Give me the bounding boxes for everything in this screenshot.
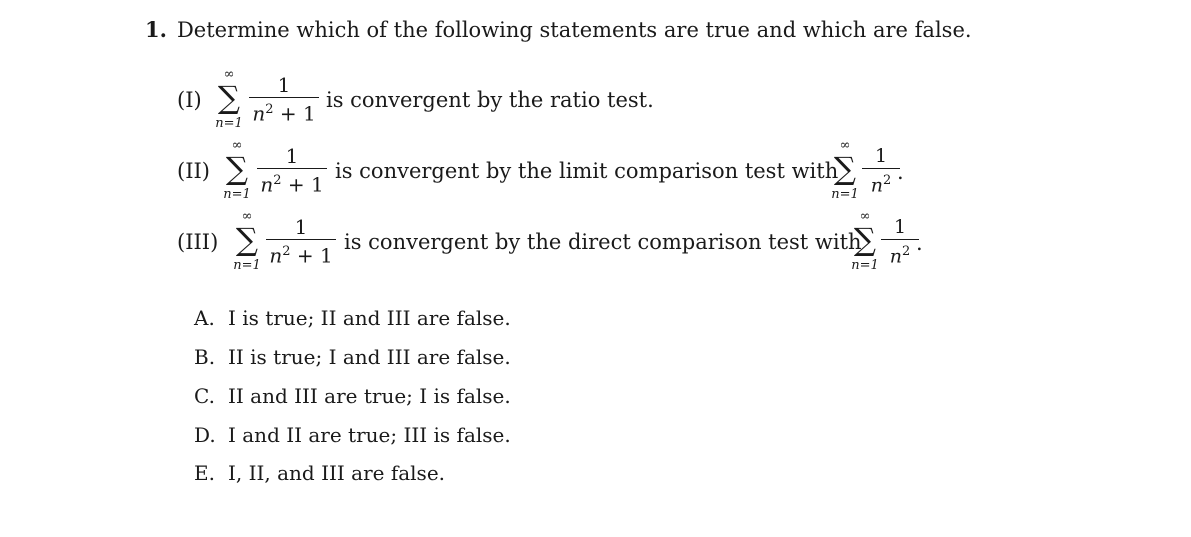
- fraction-denominator: $n^2 + 1$: [260, 172, 324, 197]
- fraction-denominator: $n^2$: [870, 173, 892, 197]
- choice-text: I and II are true; III is false.: [228, 423, 511, 447]
- question-text: Determine which of the following statements are true and which are false.: [176, 18, 972, 42]
- fraction-numerator: 1: [285, 144, 299, 168]
- fraction-numerator: 1: [874, 145, 888, 167]
- choice-b[interactable]: [194, 345, 511, 369]
- choice-d[interactable]: [194, 423, 511, 447]
- choice-letter: C.: [194, 384, 215, 408]
- choice-letter: A.: [194, 306, 215, 330]
- period-2: .: [897, 160, 904, 184]
- fraction-denominator: $n^2 + 1$: [252, 101, 316, 126]
- sum-lower-limit: n=1: [233, 258, 261, 273]
- statement-text-2: is convergent by the limit comparison test with: [335, 159, 839, 183]
- summation-3: [222, 210, 272, 282]
- fraction-3: [266, 215, 336, 268]
- choice-letter: B.: [194, 345, 216, 369]
- choice-letter: E.: [194, 461, 215, 485]
- summation-2: [212, 139, 262, 211]
- choice-c[interactable]: [194, 384, 511, 408]
- fraction-1: [249, 73, 319, 126]
- sigma-symbol: ∑: [217, 80, 241, 116]
- statement-label-2: (II): [177, 159, 210, 183]
- period-3: .: [916, 231, 923, 255]
- question-number: 1.: [145, 17, 167, 42]
- sum-upper-limit: ∞: [241, 209, 253, 224]
- sum-lower-limit: n=1: [223, 187, 251, 202]
- choice-text: I, II, and III are false.: [228, 461, 446, 485]
- fraction-denominator: $n^2 + 1$: [269, 243, 333, 268]
- sum-upper-limit: ∞: [859, 209, 871, 224]
- question-prompt: [145, 17, 972, 42]
- fraction-numerator: 1: [893, 216, 907, 238]
- sum-lower-limit: n=1: [831, 187, 859, 202]
- statement-label-1: (I): [177, 88, 202, 112]
- fraction-denominator: $n^2$: [889, 244, 911, 268]
- choice-text: I is true; II and III are false.: [228, 306, 511, 330]
- statement-text-1: is convergent by the ratio test.: [326, 88, 654, 112]
- fraction-numerator: 1: [294, 215, 308, 239]
- sigma-symbol: ∑: [853, 222, 877, 258]
- choice-e[interactable]: [194, 461, 445, 485]
- statement-text-3: is convergent by the direct comparison test with: [344, 230, 862, 254]
- sum-lower-limit: n=1: [851, 258, 879, 273]
- fraction-2: [257, 144, 327, 197]
- sum-upper-limit: ∞: [231, 138, 243, 153]
- sum-upper-limit: ∞: [839, 138, 851, 153]
- summation-1: [204, 68, 254, 140]
- choice-letter: D.: [194, 423, 216, 447]
- comparison-fraction-3: [881, 215, 919, 268]
- sum-upper-limit: ∞: [223, 67, 235, 82]
- sigma-symbol: ∑: [225, 151, 249, 187]
- fraction-numerator: 1: [277, 73, 291, 97]
- comparison-fraction-2: [862, 144, 900, 197]
- statement-label-3: (III): [177, 230, 219, 254]
- choice-text: II and III are true; I is false.: [228, 384, 511, 408]
- sigma-symbol: ∑: [235, 222, 259, 258]
- sum-lower-limit: n=1: [215, 116, 243, 131]
- choice-a[interactable]: [194, 306, 511, 330]
- choice-text: II is true; I and III are false.: [228, 345, 511, 369]
- sigma-symbol: ∑: [833, 151, 857, 187]
